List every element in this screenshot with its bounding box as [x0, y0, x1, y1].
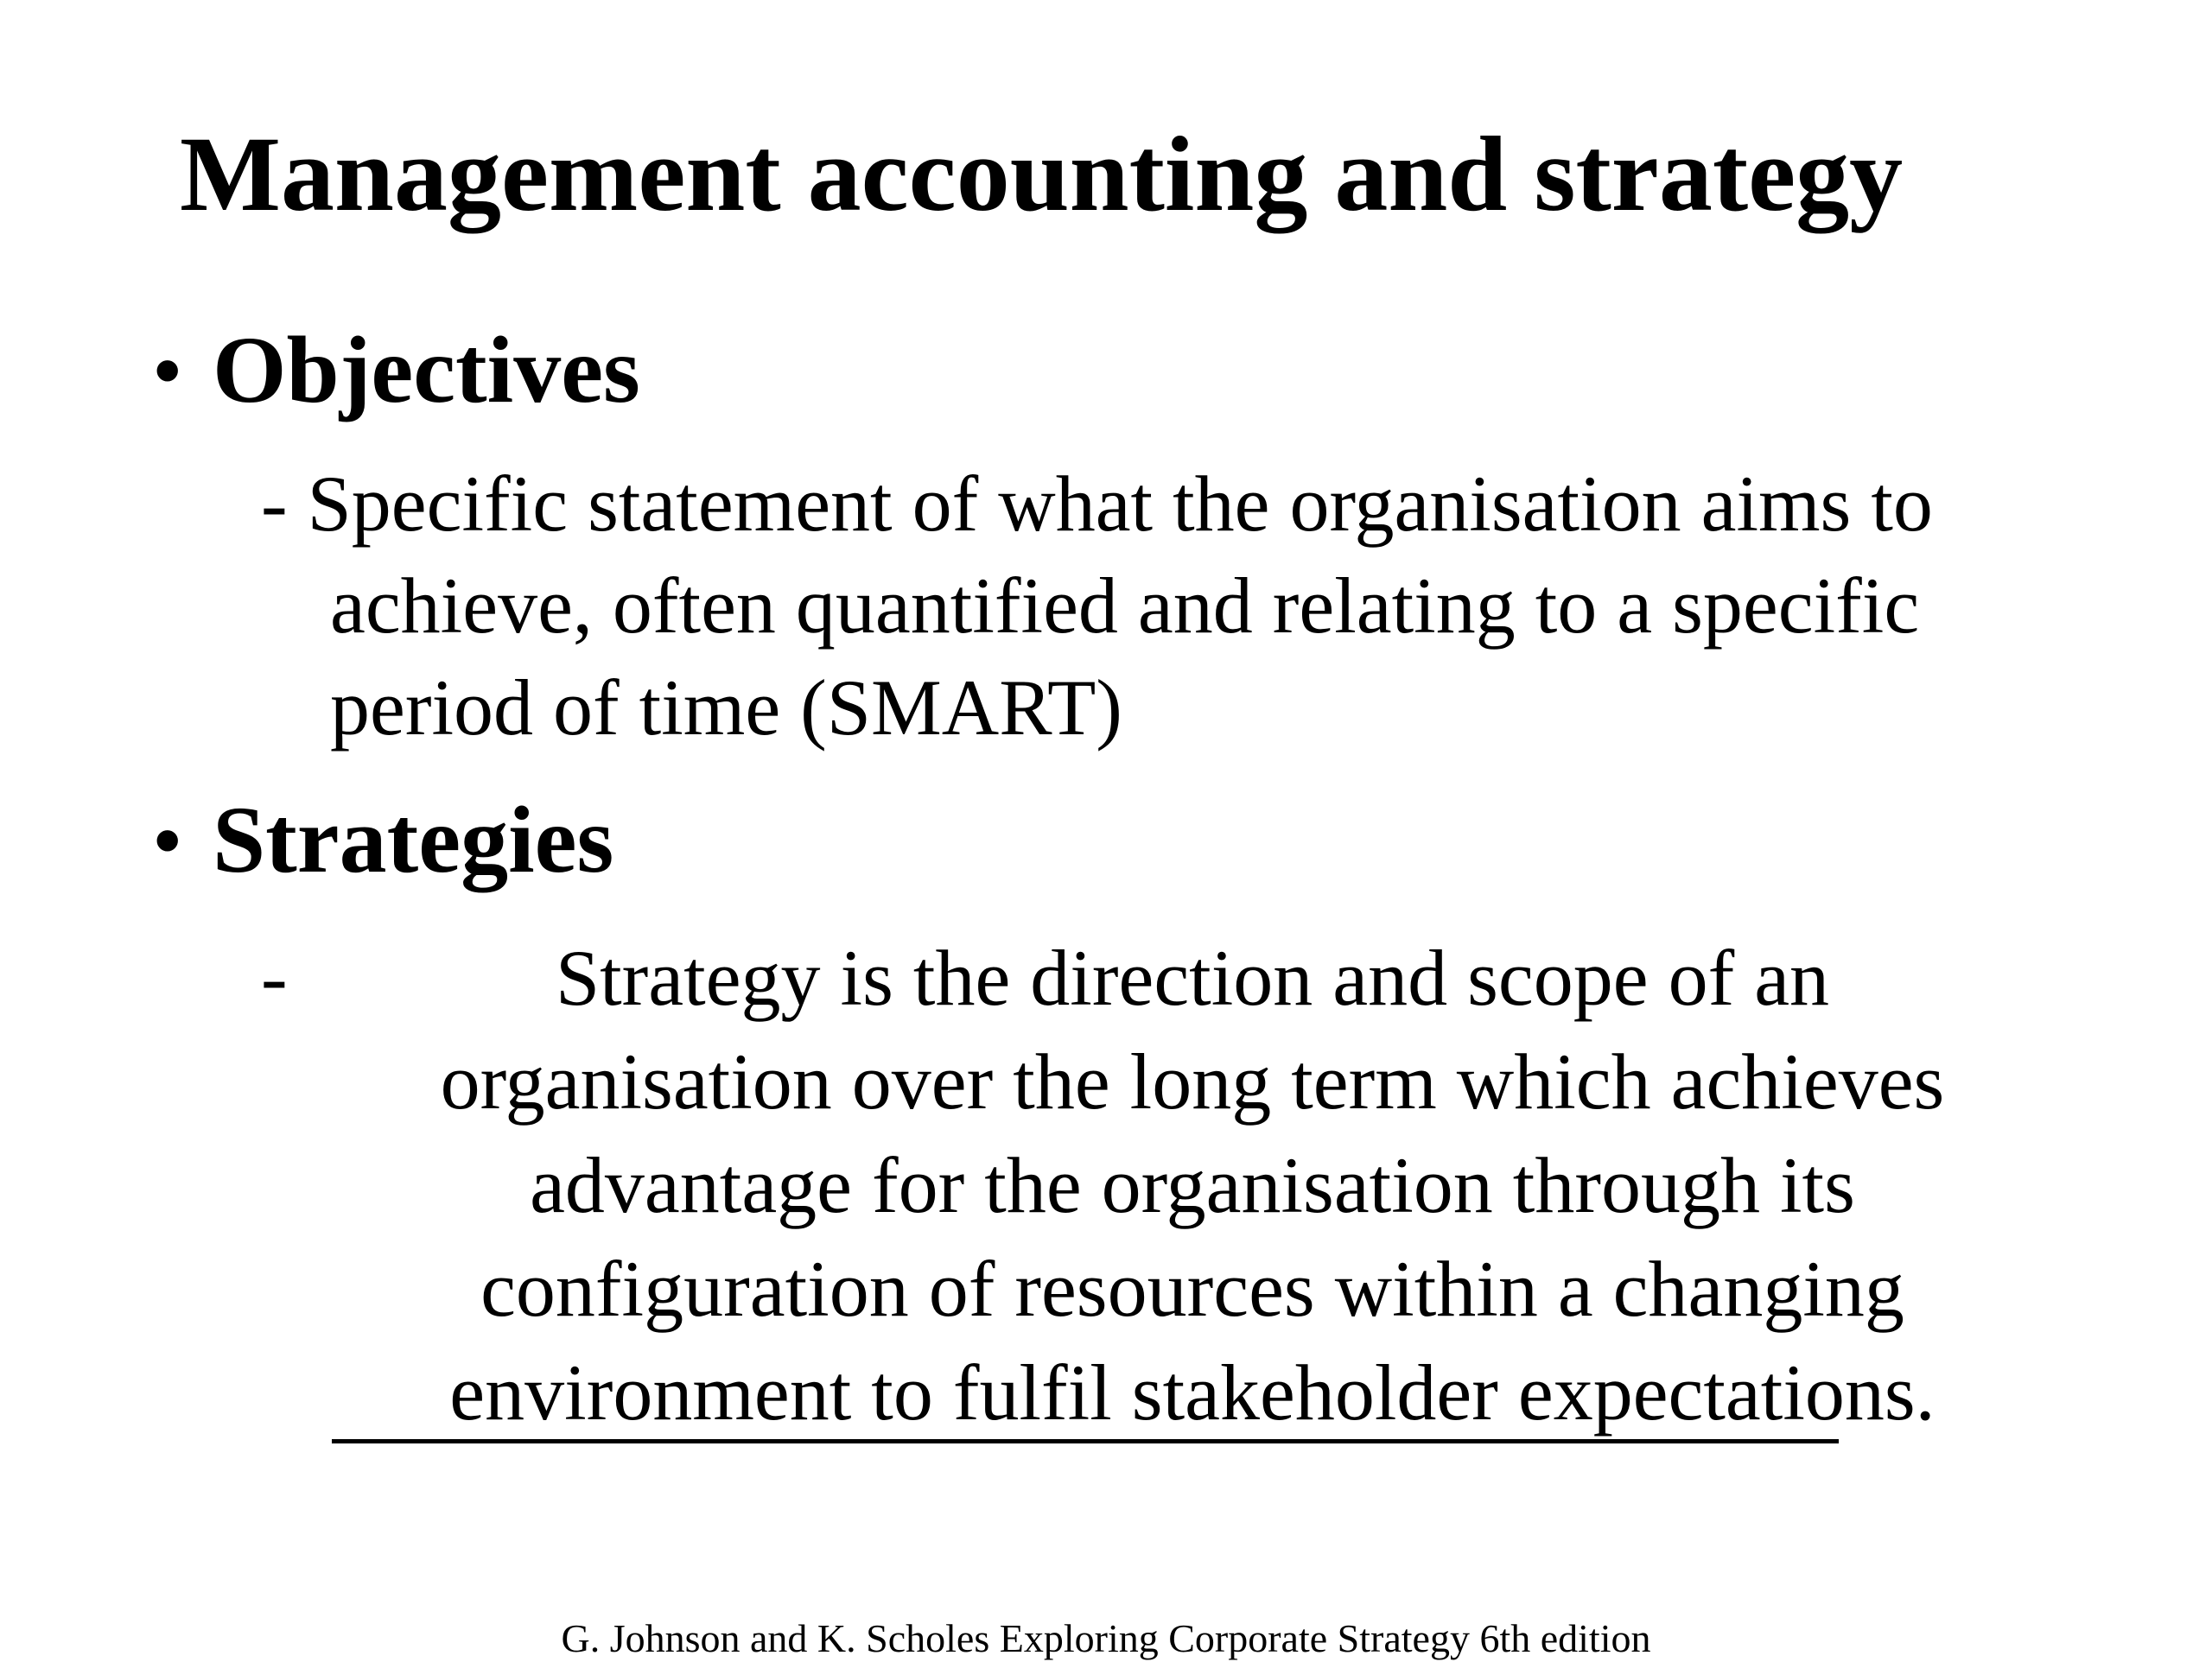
heading-label: Objectives — [213, 317, 640, 422]
citation-footer: G. Johnson and K. Scholes Exploring Corporate Strategy 6th edition — [561, 1616, 1651, 1660]
section-heading-objectives — [154, 316, 640, 425]
heading-label: Strategies — [213, 787, 614, 892]
definition-line: configuration of resources within a changing — [480, 1245, 1904, 1333]
objectives-definition — [261, 453, 2110, 758]
divider-line — [332, 1439, 1839, 1443]
bullet-icon: • — [154, 328, 181, 414]
definition-text: Specific statement of what the organisation aims to — [307, 460, 1933, 548]
definition-line — [261, 453, 2110, 555]
definition-line: advantage for the organisation through its — [530, 1141, 1855, 1229]
definition-line: organisation over the long term which achieves — [440, 1037, 1945, 1126]
strategy-definition — [328, 926, 2056, 1444]
definition-line: environment to fulfil stakeholder expectations. — [449, 1348, 1936, 1437]
dash-marker: - — [261, 460, 288, 548]
definition-line: achieve, often quantified and relating to a specific — [330, 561, 1920, 650]
slide-title: Management accounting and strategy — [180, 115, 1904, 233]
definition-line: Strategy is the direction and scope of an — [555, 934, 1830, 1022]
section-heading-strategies — [154, 786, 613, 895]
definition-line: period of time (SMART) — [330, 663, 1122, 752]
dash-marker: - — [261, 933, 288, 1021]
bullet-icon: • — [154, 798, 181, 884]
